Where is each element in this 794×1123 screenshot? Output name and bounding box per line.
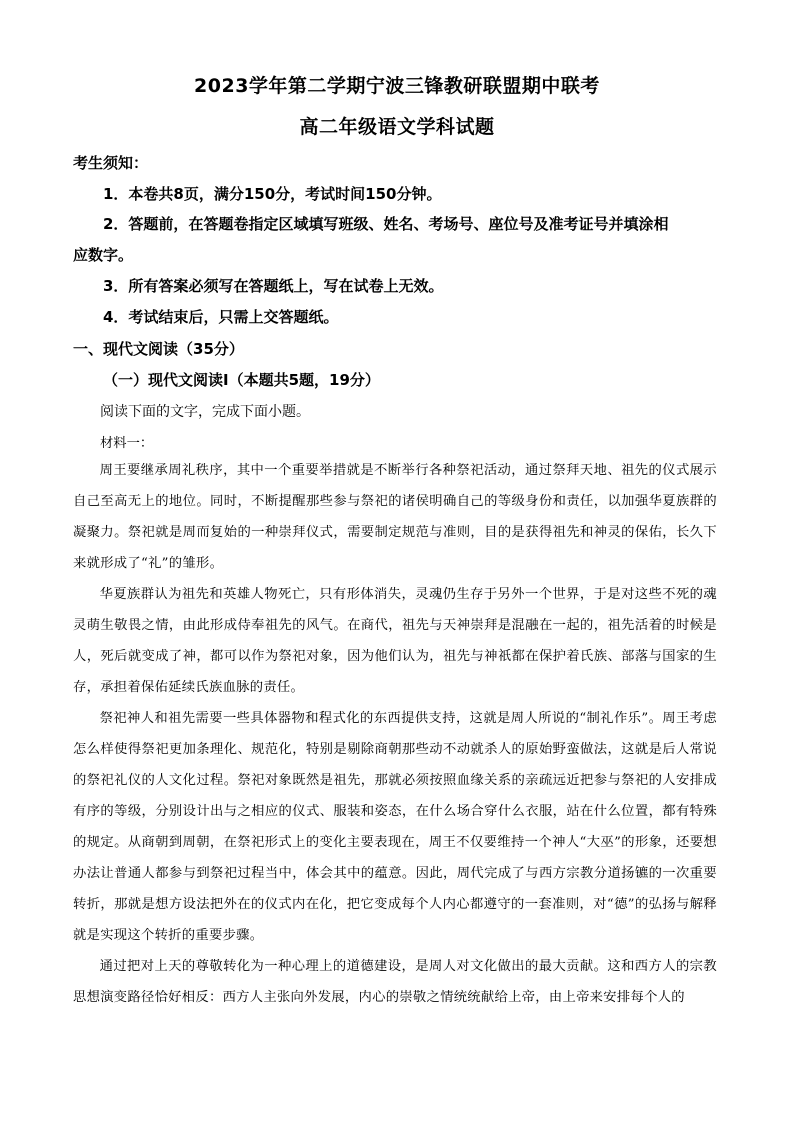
notice-item: 1．本卷共8页，满分150分，考试时间150分钟。 — [103, 185, 442, 203]
section-heading: 一、现代文阅读（35分） — [73, 340, 244, 358]
paragraph: 华夏族群认为祖先和英雄人物死亡，只有形体消失，灵魂仍生存于另外一个世界，于是对这些不死的魂灵萌生敬畏之情，由此形成侍奉祖先的风气。在商代，祖先与天神崇拜是混融在一起的，祖先活着的时候是人，死后就变成了神，都可以作为祭祀对象，因为他们认为，祖先与神祇都在保护着氏族、部落与国家的生存，承担着保佑延续氏族血脉的责任。 — [73, 587, 717, 695]
paragraph: 通过把对上天的尊敬转化为一种心理上的道德建设，是周人对文化做出的最大贡献。这和西方人的宗教思想演变路径恰好相反：西方人主张向外发展，内心的崇敬之情统统献给上帝，由上帝来安排每个人的 — [73, 959, 717, 1005]
material-label: 材料一： — [100, 436, 154, 451]
reading-instruction: 阅读下面的文字，完成下面小题。 — [100, 404, 310, 420]
exam-title: 2023学年第二学期宁波三锋教研联盟期中联考 — [194, 75, 600, 97]
paragraph: 周王要继承周礼秩序，其中一个重要举措就是不断举行各种祭祀活动，通过祭拜天地、祖先的仪式展示自己至高无上的地位。同时，不断提醒那些参与祭祀的诸侯明确自己的等级身份和责任，以加强华夏族群的凝聚力。祭祀就是周而复始的一种崇拜仪式，需要制定规范与准则，目的是获得祖先和神灵的保佑，长久下来就形成了“礼”的雏形。 — [73, 463, 717, 571]
section-subheading: （一）现代文阅读Ⅰ（本题共5题，19分） — [103, 371, 380, 389]
notice-item: 2．答题前，在答题卷指定区域填写班级、姓名、考场号、座位号及准考证号并填涂相 — [103, 215, 669, 233]
paragraph: 祭祀神人和祖先需要一些具体器物和程式化的东西提供支持，这就是周人所说的“制礼作乐”。周王考虑怎么样使得祭祀更加条理化、规范化，特别是剔除商朝那些动不动就杀人的原始野蛮做法，这就是后人常说的祭祀礼仪的人文化过程。祭祀对象既然是祖先，那就必须按照血缘关系的亲疏远近把参与祭祀的人安排成有序的等级，分别设计出与之相应的仪式、服装和姿态，在什么场合穿什么衣服，站在什么位置，都有特殊的规定。从商朝到周朝，在祭祀形式上的变化主要表现在，周王不仅要维持一个神人“大巫”的形象，还要想办法让普通人都参与到祭祀过程当中，体会其中的蕴意。因此，周代完成了与西方宗教分道扬镳的一次重要转折，那就是想方设法把外在的仪式内在化，把它变成每个人内心都遵守的一套准则，对“德”的弘扬与解释就是实现这个转折的重要步骤。 — [73, 711, 717, 943]
notice-heading: 考生须知： — [73, 154, 149, 172]
notice-item: 3．所有答案必须写在答题纸上，写在试卷上无效。 — [103, 277, 444, 295]
notice-item: 应数字。 — [73, 246, 134, 264]
notice-item: 4．考试结束后，只需上交答题纸。 — [103, 308, 339, 326]
exam-subtitle: 高二年级语文学科试题 — [299, 116, 495, 138]
